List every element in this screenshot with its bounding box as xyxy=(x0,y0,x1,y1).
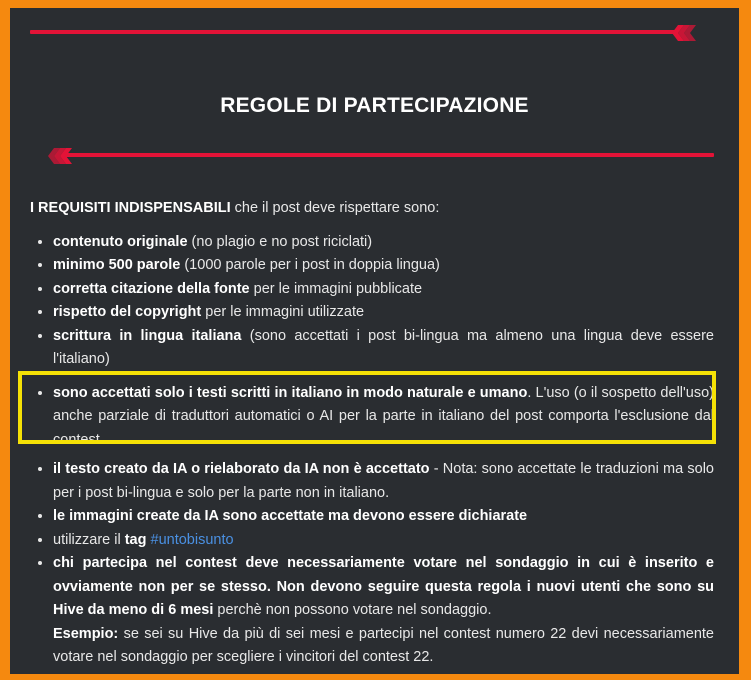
intro-text xyxy=(30,197,714,221)
example-text: se sei su Hive da più di sei mesi e partecipi nel contest numero 22 devi necessariamente votare nel sondaggio per scegliere i vincitori del contest 22. xyxy=(53,625,714,665)
example-label: Esempio: xyxy=(53,625,119,642)
intro-rest: che il post deve rispettare sono: xyxy=(230,200,440,216)
rule-item-highlighted: • sono accettati solo i testi scritti in italiano in modo naturale e umano. L'uso (o il sospetto dell'uso) anche parziale di traduttori automatici o AI per la parte in italiano del post comporta l'esclusione dal contest. xyxy=(53,382,714,453)
bottom-divider xyxy=(46,146,716,166)
rule-item: • le immagini create da IA sono accettate ma devono essere dichiarate xyxy=(53,505,714,529)
rule-item: • scrittura in lingua italiana (sono accettati i post bi-lingua ma almeno una lingua deve essere l'italiano) xyxy=(53,325,714,372)
page-title: REGOLE DI PARTECIPAZIONE xyxy=(220,94,529,117)
rules-content xyxy=(30,197,714,670)
divider-line xyxy=(64,153,714,157)
hashtag-link[interactable]: #untobisunto xyxy=(150,531,234,548)
rule-item: • rispetto del copyright per le immagini utilizzate xyxy=(53,301,714,325)
rules-panel xyxy=(10,8,739,674)
rule-item: • minimo 500 parole (1000 parole per i post in doppia lingua) xyxy=(53,254,714,278)
rule-item: • corretta citazione della fonte per le immagini pubblicate xyxy=(53,278,714,302)
hive-chevron-logo-icon xyxy=(670,23,698,43)
top-divider xyxy=(30,23,700,43)
intro-bold: I REQUISITI INDISPENSABILI xyxy=(30,200,231,216)
rule-item: • utilizzare il tag #untobisunto xyxy=(53,529,714,553)
rules-list xyxy=(30,231,714,670)
divider-line xyxy=(30,30,676,34)
rule-item: • chi partecipa nel contest deve necessariamente votare nel sondaggio in cui è inserito e ovviamente non per se stesso. Non devono seguire questa regola i nuovi utenti che sono su Hive da meno di 6 mesi perchè non possono votare nel sondaggio. Esempio: se sei su Hive da più di sei mesi e partecipi nel contest numero 22 devi necessariamente votare nel sondaggio per scegliere i vincitori del contest 22. xyxy=(53,552,714,670)
rule-item: • contenuto originale (no plagio e no post riciclati) xyxy=(53,231,714,255)
rule-item: • il testo creato da IA o rielaborato da IA non è accettato - Nota: sono accettate le traduzioni ma solo per i post bi-lingua e solo per la parte non in italiano. xyxy=(53,458,714,505)
